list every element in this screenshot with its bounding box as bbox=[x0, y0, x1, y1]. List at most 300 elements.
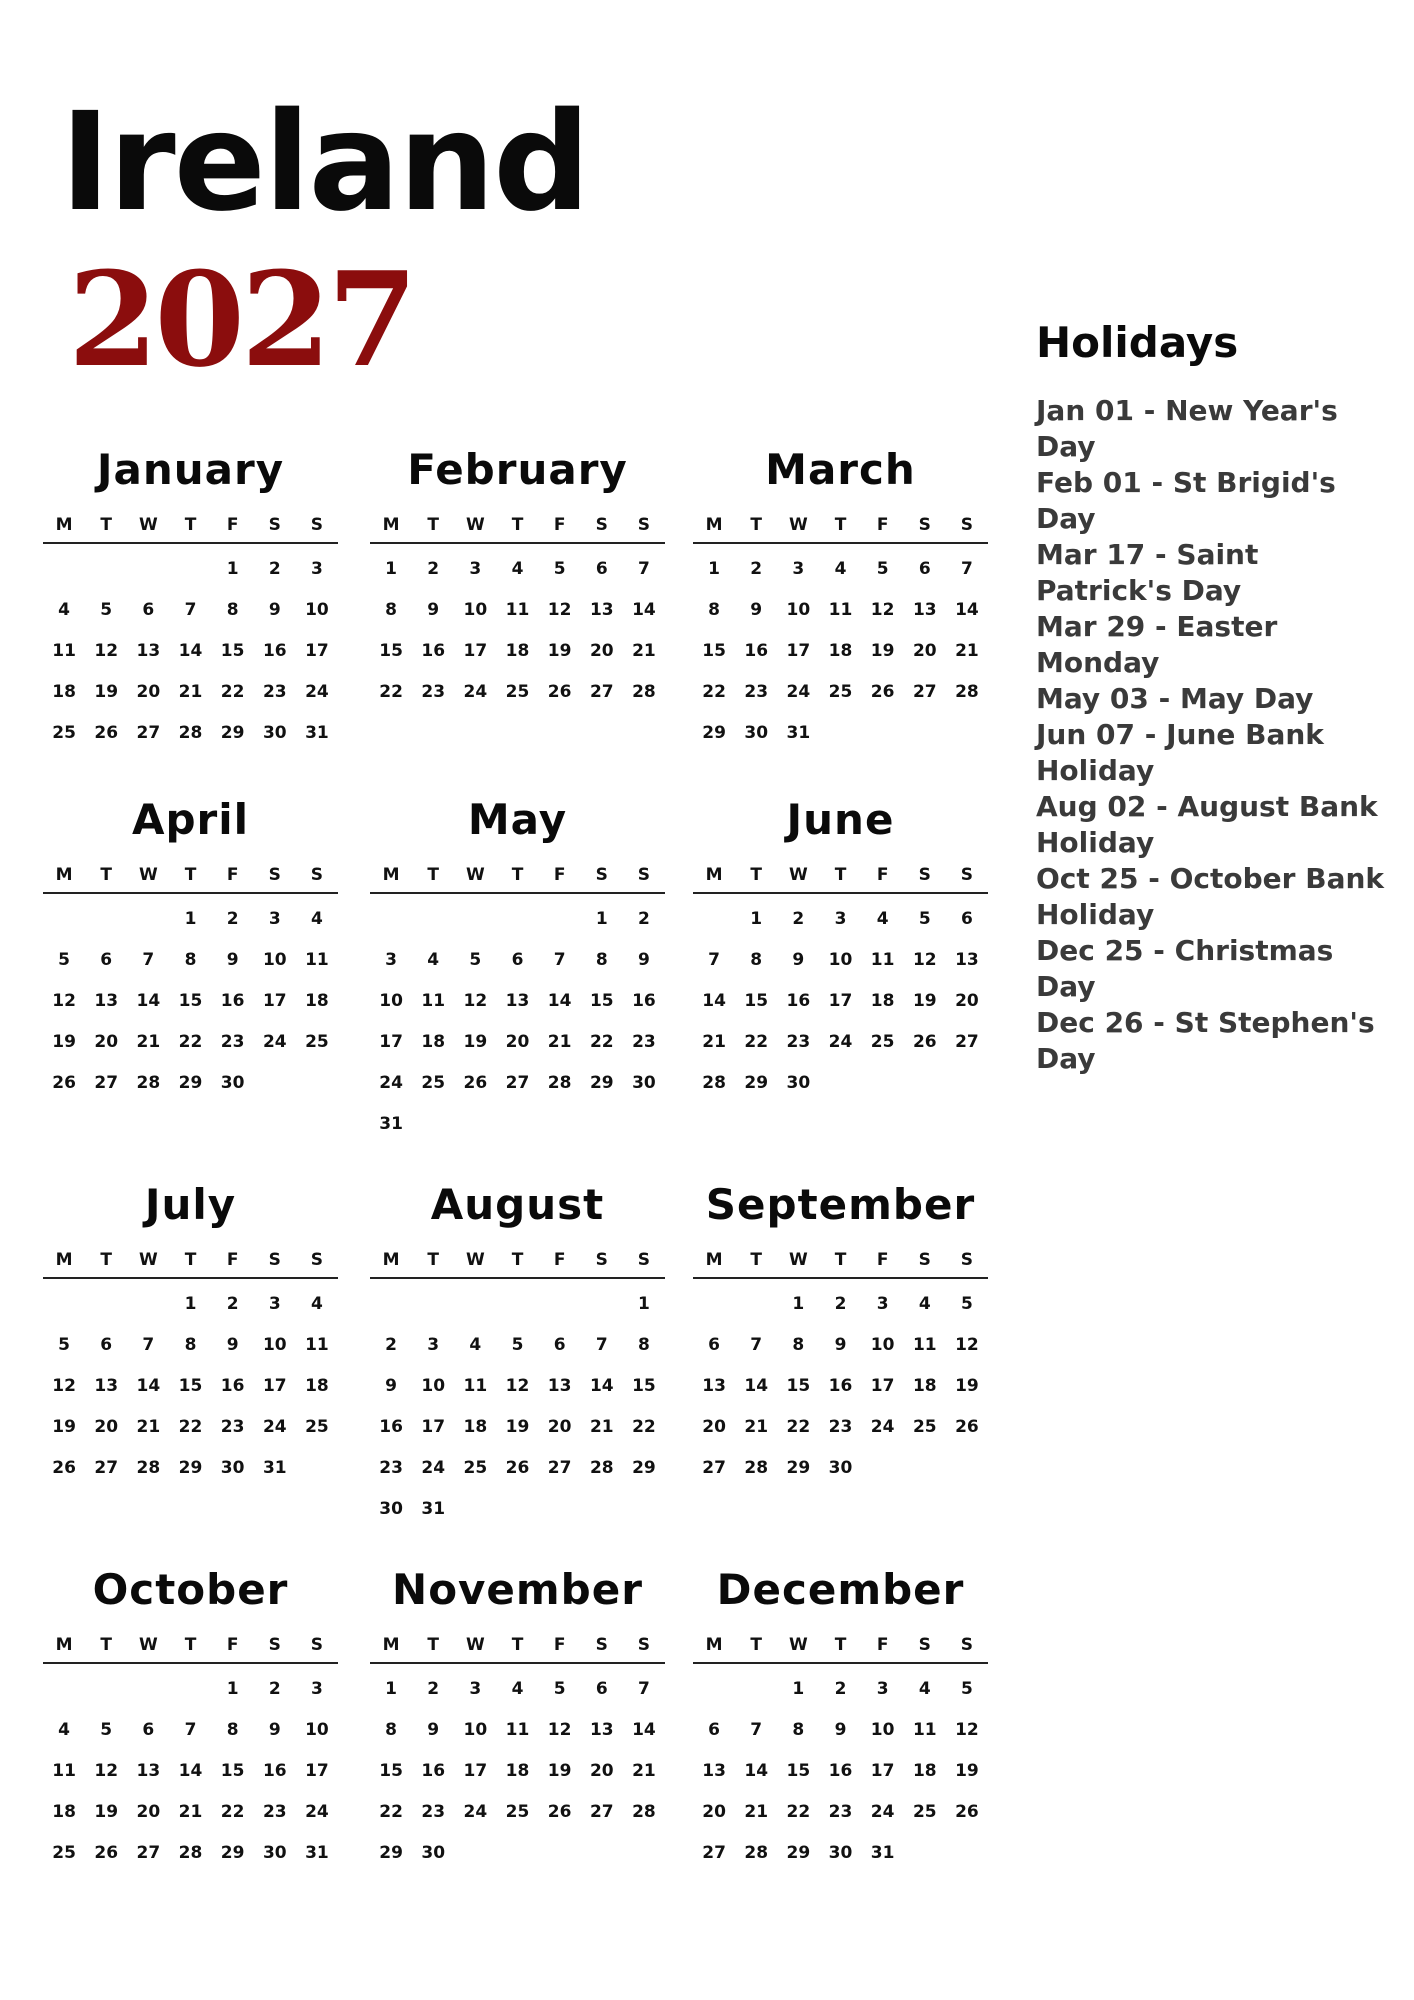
page-title: Ireland bbox=[60, 84, 589, 242]
day-cell: 31 bbox=[305, 722, 329, 743]
weekday-header: W bbox=[138, 515, 158, 535]
weekday-header: T bbox=[100, 515, 113, 535]
day-cell: 23 bbox=[220, 1416, 245, 1437]
weekday-header: W bbox=[788, 1635, 808, 1655]
day-cell: 12 bbox=[955, 1719, 979, 1740]
day-cell: 10 bbox=[262, 949, 287, 970]
weekday-header: M bbox=[382, 1250, 400, 1270]
month-name: April bbox=[131, 795, 250, 844]
day-cell: 15 bbox=[589, 990, 614, 1011]
holiday-item: Dec 26 - St Stephen's Day bbox=[1036, 1006, 1375, 1075]
day-cell: 24 bbox=[870, 1801, 895, 1822]
day-cell: 9 bbox=[750, 599, 763, 620]
day-cell: 22 bbox=[744, 1031, 769, 1052]
day-cell: 23 bbox=[220, 1031, 245, 1052]
day-cell: 26 bbox=[870, 681, 895, 702]
day-cell: 17 bbox=[421, 1416, 446, 1437]
day-cell: 7 bbox=[142, 949, 155, 970]
day-cell: 23 bbox=[786, 1031, 811, 1052]
day-cell: 28 bbox=[136, 1457, 161, 1478]
holiday-item: Jun 07 - June Bank Holiday bbox=[1036, 718, 1324, 787]
day-cell: 4 bbox=[310, 1293, 323, 1314]
day-cell: 28 bbox=[178, 1842, 203, 1863]
day-cell: 14 bbox=[632, 599, 656, 620]
day-cell: 24 bbox=[305, 681, 329, 702]
day-cell: 22 bbox=[178, 1031, 203, 1052]
day-cell: 17 bbox=[262, 1375, 287, 1396]
day-cell: 10 bbox=[870, 1719, 895, 1740]
day-cell: 8 bbox=[226, 599, 239, 620]
day-cell: 20 bbox=[547, 1416, 572, 1437]
weekday-header: T bbox=[511, 1250, 524, 1270]
weekday-header: M bbox=[382, 515, 400, 535]
day-cell: 4 bbox=[58, 1719, 70, 1740]
day-cell: 9 bbox=[226, 949, 239, 970]
day-cell: 15 bbox=[702, 640, 726, 661]
holiday-item: Aug 02 - August Bank Holiday bbox=[1036, 790, 1378, 859]
day-cell: 28 bbox=[744, 1457, 769, 1478]
day-cell: 2 bbox=[268, 558, 281, 579]
day-cell: 20 bbox=[955, 990, 979, 1011]
weekday-header: F bbox=[226, 515, 239, 535]
weekday-header-row bbox=[43, 1243, 338, 1279]
day-cell: 3 bbox=[310, 558, 323, 579]
day-cell: 22 bbox=[379, 681, 403, 702]
day-cell: 14 bbox=[547, 990, 572, 1011]
day-cell: 15 bbox=[178, 1375, 203, 1396]
day-cell: 16 bbox=[379, 1416, 403, 1437]
weekday-header: S bbox=[310, 865, 324, 885]
day-cell: 11 bbox=[912, 1719, 937, 1740]
holiday-item: Mar 17 - Saint Patrick's Day bbox=[1036, 538, 1259, 607]
month-name: February bbox=[407, 445, 628, 494]
month-name: August bbox=[430, 1180, 605, 1229]
day-cell: 25 bbox=[305, 1031, 329, 1052]
day-cell: 4 bbox=[918, 1678, 931, 1699]
day-cell: 13 bbox=[136, 1760, 161, 1781]
day-cell: 3 bbox=[268, 908, 281, 929]
day-cell: 7 bbox=[142, 1334, 155, 1355]
day-cell: 19 bbox=[52, 1416, 76, 1437]
holiday-item: May 03 - May Day bbox=[1036, 682, 1314, 715]
day-cell: 20 bbox=[702, 1416, 726, 1437]
weekday-header: T bbox=[427, 865, 440, 885]
day-cell: 7 bbox=[595, 1334, 608, 1355]
day-cell: 14 bbox=[955, 599, 979, 620]
day-cell: 8 bbox=[708, 599, 720, 620]
day-cell: 26 bbox=[547, 681, 572, 702]
day-cell: 29 bbox=[632, 1457, 656, 1478]
day-cell: 28 bbox=[955, 681, 979, 702]
day-cell: 30 bbox=[786, 1072, 811, 1093]
day-cell: 18 bbox=[305, 1375, 329, 1396]
day-cell: 14 bbox=[589, 1375, 614, 1396]
weekday-header: T bbox=[511, 1635, 524, 1655]
weekday-header-row bbox=[370, 1628, 665, 1664]
day-cell: 9 bbox=[385, 1375, 397, 1396]
day-cell: 21 bbox=[744, 1801, 769, 1822]
day-cell: 3 bbox=[834, 908, 847, 929]
weekday-header: F bbox=[876, 1635, 889, 1655]
weekday-header: T bbox=[834, 865, 847, 885]
day-grid bbox=[370, 548, 665, 712]
weekday-header: W bbox=[788, 1250, 808, 1270]
day-cell: 2 bbox=[792, 908, 805, 929]
day-cell: 11 bbox=[52, 1760, 76, 1781]
weekday-header: W bbox=[788, 515, 808, 535]
day-cell: 19 bbox=[52, 1031, 76, 1052]
day-cell: 5 bbox=[918, 908, 931, 929]
day-cell: 1 bbox=[184, 908, 197, 929]
day-cell: 12 bbox=[463, 990, 488, 1011]
month-november bbox=[370, 1560, 665, 1873]
weekday-header: M bbox=[705, 865, 723, 885]
day-cell: 20 bbox=[136, 1801, 161, 1822]
day-cell: 27 bbox=[505, 1072, 530, 1093]
day-cell: 1 bbox=[792, 1293, 805, 1314]
day-cell: 11 bbox=[505, 1719, 530, 1740]
day-cell: 25 bbox=[421, 1072, 446, 1093]
day-cell: 20 bbox=[136, 681, 161, 702]
day-cell: 26 bbox=[94, 1842, 119, 1863]
weekday-header-row bbox=[43, 858, 338, 894]
day-cell: 7 bbox=[184, 599, 197, 620]
day-cell: 4 bbox=[511, 558, 524, 579]
day-cell: 9 bbox=[792, 949, 805, 970]
weekday-header: M bbox=[55, 1635, 73, 1655]
day-cell: 26 bbox=[52, 1072, 76, 1093]
weekday-header: T bbox=[750, 515, 763, 535]
day-grid bbox=[370, 1668, 665, 1873]
holiday-item: Dec 25 - Christmas Day bbox=[1036, 934, 1334, 1003]
day-cell: 18 bbox=[828, 640, 853, 661]
day-cell: 19 bbox=[547, 640, 572, 661]
month-name: November bbox=[392, 1565, 643, 1614]
weekday-header: S bbox=[637, 1250, 651, 1270]
day-cell: 7 bbox=[553, 949, 566, 970]
day-cell: 23 bbox=[262, 681, 287, 702]
day-cell: 17 bbox=[262, 990, 287, 1011]
day-cell: 23 bbox=[744, 681, 769, 702]
day-cell: 19 bbox=[505, 1416, 530, 1437]
day-cell: 10 bbox=[305, 599, 329, 620]
day-cell: 28 bbox=[547, 1072, 572, 1093]
day-cell: 30 bbox=[632, 1072, 656, 1093]
month-name: July bbox=[144, 1180, 237, 1229]
weekday-header: T bbox=[750, 865, 763, 885]
day-cell: 2 bbox=[268, 1678, 281, 1699]
day-cell: 13 bbox=[505, 990, 530, 1011]
year-label: 2027 bbox=[68, 243, 414, 396]
day-cell: 18 bbox=[52, 681, 76, 702]
day-cell: 3 bbox=[268, 1293, 281, 1314]
day-cell: 15 bbox=[220, 640, 245, 661]
day-cell: 26 bbox=[912, 1031, 937, 1052]
day-cell: 11 bbox=[305, 949, 329, 970]
weekday-header: M bbox=[382, 1635, 400, 1655]
day-cell: 19 bbox=[870, 640, 895, 661]
day-cell: 18 bbox=[52, 1801, 76, 1822]
day-cell: 21 bbox=[955, 640, 979, 661]
day-cell: 8 bbox=[750, 949, 763, 970]
day-cell: 6 bbox=[918, 558, 931, 579]
day-cell: 10 bbox=[379, 990, 403, 1011]
day-cell: 27 bbox=[589, 681, 614, 702]
weekday-header: T bbox=[511, 865, 524, 885]
weekday-header: S bbox=[310, 515, 324, 535]
day-cell: 16 bbox=[421, 640, 446, 661]
day-cell: 17 bbox=[870, 1760, 895, 1781]
day-cell: 3 bbox=[469, 1678, 482, 1699]
day-cell: 27 bbox=[955, 1031, 979, 1052]
day-cell: 25 bbox=[912, 1801, 937, 1822]
day-cell: 11 bbox=[912, 1334, 937, 1355]
weekday-header: F bbox=[553, 1250, 566, 1270]
day-cell: 9 bbox=[268, 1719, 281, 1740]
day-cell: 3 bbox=[385, 949, 397, 970]
day-cell: 12 bbox=[955, 1334, 979, 1355]
day-cell: 5 bbox=[469, 949, 482, 970]
day-cell: 29 bbox=[744, 1072, 769, 1093]
day-cell: 22 bbox=[220, 1801, 245, 1822]
day-grid bbox=[693, 898, 988, 1103]
weekday-header-row bbox=[43, 508, 338, 544]
day-cell: 23 bbox=[828, 1416, 853, 1437]
weekday-header: S bbox=[268, 1635, 281, 1655]
day-cell: 16 bbox=[786, 990, 811, 1011]
weekday-header: T bbox=[834, 515, 847, 535]
day-cell: 30 bbox=[220, 1457, 245, 1478]
day-cell: 5 bbox=[960, 1293, 973, 1314]
day-cell: 19 bbox=[94, 1801, 119, 1822]
weekday-header: S bbox=[960, 1250, 974, 1270]
day-cell: 25 bbox=[505, 681, 530, 702]
weekday-header: W bbox=[465, 1635, 485, 1655]
day-cell: 11 bbox=[870, 949, 895, 970]
day-cell: 21 bbox=[589, 1416, 614, 1437]
day-cell: 27 bbox=[94, 1072, 119, 1093]
month-june bbox=[693, 790, 988, 1103]
weekday-header: T bbox=[511, 515, 524, 535]
day-cell: 29 bbox=[786, 1457, 811, 1478]
day-cell: 24 bbox=[262, 1031, 287, 1052]
day-cell: 29 bbox=[379, 1842, 403, 1863]
day-cell: 10 bbox=[262, 1334, 287, 1355]
day-cell: 9 bbox=[226, 1334, 239, 1355]
day-cell: 2 bbox=[834, 1678, 847, 1699]
day-cell: 18 bbox=[505, 640, 530, 661]
day-cell: 12 bbox=[547, 1719, 572, 1740]
day-cell: 22 bbox=[786, 1416, 811, 1437]
weekday-header: W bbox=[138, 1250, 158, 1270]
month-december bbox=[693, 1560, 988, 1873]
month-october bbox=[43, 1560, 338, 1873]
weekday-header-row bbox=[693, 1243, 988, 1279]
weekday-header: W bbox=[138, 1635, 158, 1655]
weekday-header: S bbox=[918, 865, 931, 885]
day-cell: 2 bbox=[385, 1334, 397, 1355]
day-cell: 28 bbox=[632, 681, 656, 702]
day-cell: 31 bbox=[379, 1113, 403, 1134]
day-cell: 9 bbox=[834, 1719, 847, 1740]
day-cell: 18 bbox=[421, 1031, 446, 1052]
day-cell: 26 bbox=[955, 1416, 979, 1437]
day-cell: 28 bbox=[632, 1801, 656, 1822]
day-cell: 22 bbox=[702, 681, 726, 702]
day-cell: 27 bbox=[94, 1457, 119, 1478]
day-cell: 14 bbox=[702, 990, 726, 1011]
day-cell: 21 bbox=[744, 1416, 769, 1437]
weekday-header: T bbox=[184, 865, 197, 885]
day-cell: 29 bbox=[178, 1457, 203, 1478]
weekday-header: T bbox=[427, 1635, 440, 1655]
day-cell: 3 bbox=[792, 558, 805, 579]
day-cell: 21 bbox=[547, 1031, 572, 1052]
day-cell: 25 bbox=[870, 1031, 895, 1052]
day-cell: 31 bbox=[305, 1842, 329, 1863]
day-cell: 30 bbox=[421, 1842, 446, 1863]
month-name: March bbox=[765, 445, 916, 494]
day-cell: 26 bbox=[505, 1457, 530, 1478]
day-cell: 1 bbox=[637, 1293, 650, 1314]
day-cell: 6 bbox=[595, 1678, 608, 1699]
day-cell: 18 bbox=[505, 1760, 530, 1781]
weekday-header: T bbox=[100, 1250, 113, 1270]
month-january bbox=[43, 440, 338, 753]
day-cell: 30 bbox=[262, 722, 287, 743]
day-cell: 5 bbox=[100, 1719, 113, 1740]
day-cell: 8 bbox=[184, 1334, 197, 1355]
day-cell: 8 bbox=[226, 1719, 239, 1740]
day-cell: 12 bbox=[52, 1375, 76, 1396]
day-cell: 24 bbox=[786, 681, 811, 702]
day-cell: 19 bbox=[94, 681, 119, 702]
day-cell: 7 bbox=[637, 1678, 650, 1699]
day-cell: 11 bbox=[421, 990, 446, 1011]
day-cell: 4 bbox=[918, 1293, 931, 1314]
day-cell: 25 bbox=[828, 681, 853, 702]
weekday-header: S bbox=[637, 1635, 651, 1655]
day-cell: 28 bbox=[136, 1072, 161, 1093]
day-cell: 14 bbox=[632, 1719, 656, 1740]
day-cell: 4 bbox=[469, 1334, 482, 1355]
day-cell: 2 bbox=[637, 908, 650, 929]
day-cell: 3 bbox=[469, 558, 482, 579]
holiday-item: Mar 29 - Easter Monday bbox=[1036, 610, 1278, 679]
day-cell: 5 bbox=[100, 599, 113, 620]
day-cell: 2 bbox=[427, 1678, 440, 1699]
day-cell: 16 bbox=[744, 640, 769, 661]
weekday-header: T bbox=[184, 1635, 197, 1655]
day-grid bbox=[43, 1668, 338, 1873]
day-cell: 6 bbox=[100, 949, 113, 970]
day-cell: 27 bbox=[912, 681, 937, 702]
day-cell: 20 bbox=[505, 1031, 530, 1052]
weekday-header: M bbox=[705, 1250, 723, 1270]
day-cell: 3 bbox=[876, 1293, 889, 1314]
day-cell: 20 bbox=[912, 640, 937, 661]
day-cell: 4 bbox=[511, 1678, 524, 1699]
weekday-header: S bbox=[637, 865, 651, 885]
month-february bbox=[370, 440, 665, 712]
weekday-header: F bbox=[226, 1250, 239, 1270]
day-cell: 14 bbox=[136, 990, 161, 1011]
day-cell: 31 bbox=[262, 1457, 287, 1478]
month-september bbox=[693, 1175, 988, 1488]
day-cell: 11 bbox=[463, 1375, 488, 1396]
day-grid bbox=[43, 898, 338, 1103]
day-cell: 29 bbox=[786, 1842, 811, 1863]
weekday-header: S bbox=[960, 865, 974, 885]
day-cell: 24 bbox=[870, 1416, 895, 1437]
day-cell: 5 bbox=[553, 558, 566, 579]
weekday-header: F bbox=[876, 515, 889, 535]
day-cell: 16 bbox=[262, 640, 287, 661]
day-cell: 25 bbox=[52, 722, 76, 743]
day-cell: 30 bbox=[744, 722, 769, 743]
day-cell: 6 bbox=[708, 1719, 720, 1740]
day-cell: 13 bbox=[702, 1375, 726, 1396]
weekday-header: W bbox=[465, 515, 485, 535]
day-cell: 11 bbox=[828, 599, 853, 620]
month-name: June bbox=[786, 795, 895, 844]
day-cell: 17 bbox=[305, 1760, 329, 1781]
day-cell: 24 bbox=[379, 1072, 403, 1093]
weekday-header: F bbox=[226, 865, 239, 885]
day-cell: 29 bbox=[702, 722, 726, 743]
day-cell: 1 bbox=[385, 1678, 397, 1699]
day-cell: 5 bbox=[58, 1334, 70, 1355]
holiday-item: Feb 01 - St Brigid's Day bbox=[1036, 466, 1336, 535]
day-cell: 8 bbox=[385, 599, 397, 620]
weekday-header: W bbox=[788, 865, 808, 885]
day-cell: 14 bbox=[744, 1760, 769, 1781]
day-cell: 6 bbox=[960, 908, 973, 929]
day-cell: 10 bbox=[870, 1334, 895, 1355]
day-cell: 15 bbox=[632, 1375, 656, 1396]
month-name: December bbox=[716, 1565, 965, 1614]
weekday-header: S bbox=[268, 515, 281, 535]
day-cell: 27 bbox=[702, 1842, 726, 1863]
day-cell: 11 bbox=[505, 599, 530, 620]
day-cell: 4 bbox=[58, 599, 70, 620]
holidays-panel bbox=[1036, 318, 1396, 1077]
day-cell: 18 bbox=[912, 1760, 937, 1781]
month-name: January bbox=[96, 445, 285, 494]
day-cell: 23 bbox=[421, 681, 446, 702]
day-cell: 25 bbox=[52, 1842, 76, 1863]
day-cell: 17 bbox=[379, 1031, 403, 1052]
day-cell: 6 bbox=[553, 1334, 566, 1355]
month-august bbox=[370, 1175, 665, 1529]
weekday-header: W bbox=[465, 865, 485, 885]
day-cell: 22 bbox=[589, 1031, 614, 1052]
day-cell: 10 bbox=[463, 599, 488, 620]
day-cell: 24 bbox=[262, 1416, 287, 1437]
day-cell: 30 bbox=[262, 1842, 287, 1863]
day-cell: 21 bbox=[178, 681, 203, 702]
day-cell: 17 bbox=[786, 640, 811, 661]
day-cell: 18 bbox=[870, 990, 895, 1011]
day-cell: 12 bbox=[912, 949, 937, 970]
day-cell: 13 bbox=[702, 1760, 726, 1781]
day-cell: 31 bbox=[421, 1498, 446, 1519]
day-cell: 11 bbox=[305, 1334, 329, 1355]
day-cell: 12 bbox=[52, 990, 76, 1011]
weekday-header: F bbox=[876, 865, 889, 885]
weekday-header: S bbox=[595, 515, 608, 535]
day-cell: 28 bbox=[589, 1457, 614, 1478]
